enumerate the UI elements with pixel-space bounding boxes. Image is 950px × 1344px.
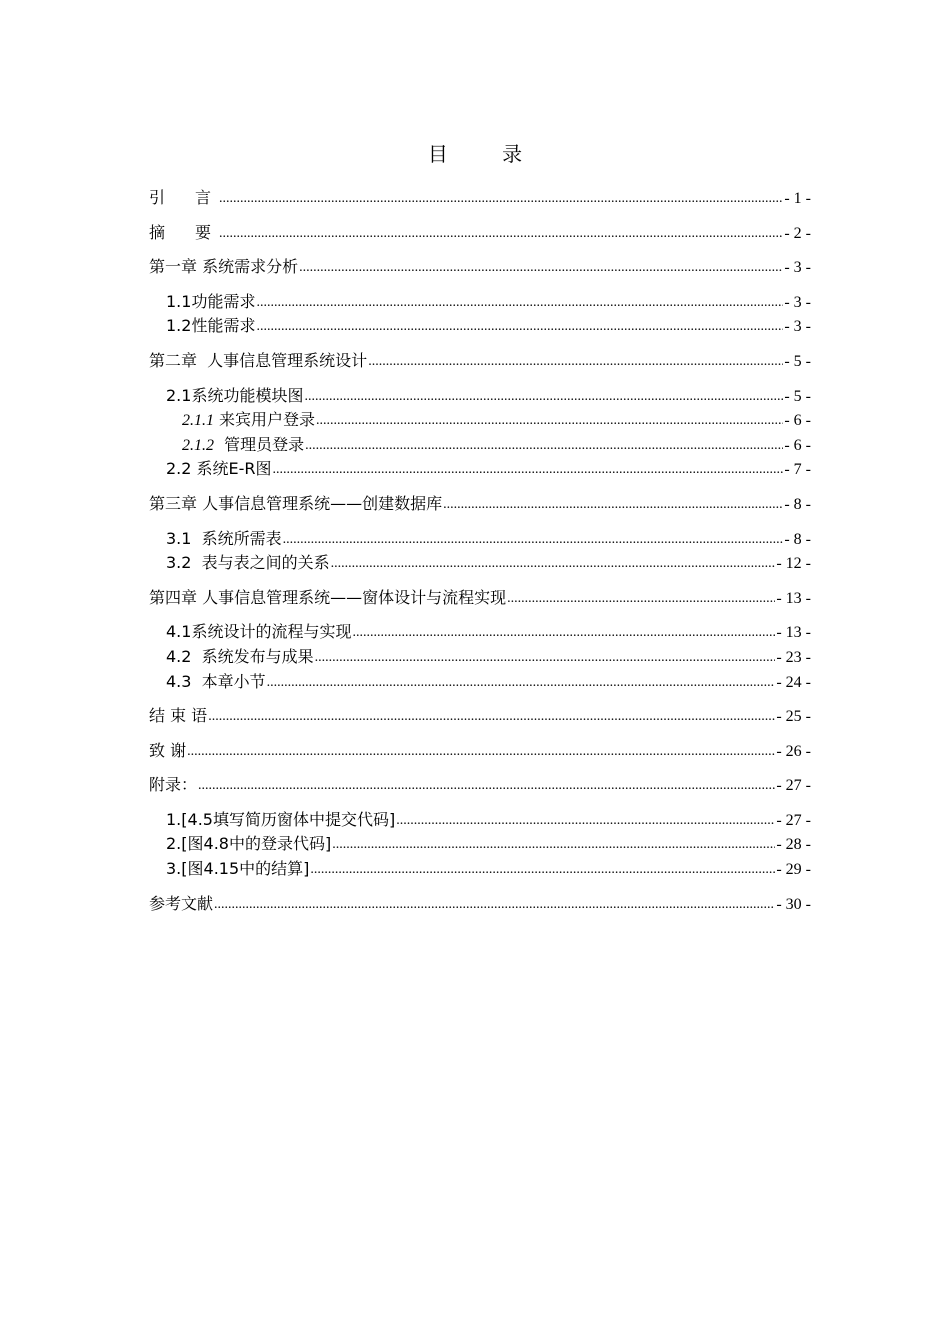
toc-entry-label: 2.1系统功能模块图: [166, 385, 304, 405]
toc-entry-label: 2.[图4.8中的登录代码]: [166, 834, 332, 854]
toc-entry-label: 第二章 人事信息管理系统设计: [149, 350, 368, 370]
toc-entry-chapter-2[interactable]: [149, 349, 811, 374]
dot-leader: [368, 350, 783, 375]
toc-entry-page: - 5 -: [784, 352, 811, 370]
dot-leader: [396, 809, 775, 834]
dot-leader: [352, 621, 775, 646]
dot-leader: [332, 833, 775, 858]
dot-leader: [214, 893, 775, 918]
dot-leader: [304, 385, 783, 410]
dot-leader: [208, 705, 775, 730]
toc-entry-appendix-2[interactable]: [149, 832, 811, 857]
dot-leader: [305, 434, 783, 459]
toc-entry-page: - 1 -: [784, 190, 811, 207]
toc-entry-2-1-2[interactable]: [149, 433, 811, 458]
toc-entry-page: - 8 -: [784, 530, 811, 548]
toc-entry-page: - 12 -: [776, 555, 811, 573]
toc-entry-label: 1.2性能需求: [166, 316, 256, 336]
toc-entry-page: - 13 -: [776, 624, 811, 642]
toc-entry-3-1[interactable]: [149, 527, 811, 552]
toc-entry-page: - 27 -: [776, 811, 811, 829]
toc-entry-4-2[interactable]: [149, 645, 811, 670]
dot-leader: [267, 671, 776, 696]
dot-leader: [256, 315, 783, 340]
toc-entry-page: - 30 -: [776, 895, 811, 913]
toc-entry-page: - 28 -: [776, 836, 811, 854]
toc-entry-page: - 5 -: [784, 387, 811, 405]
toc-entry-number: 2.1.1: [182, 412, 214, 430]
toc-entry-page: - 3 -: [784, 318, 811, 336]
toc-entry-label: 4.3 本章小节: [166, 671, 266, 691]
toc-entry-4-1[interactable]: [149, 620, 811, 645]
toc-entry-appendix-3[interactable]: [149, 857, 811, 882]
toc-entry-page: - 29 -: [776, 861, 811, 879]
toc-entry-label: 3.[图4.15中的结算]: [166, 859, 310, 879]
toc-entry-acknowledgements[interactable]: [149, 739, 811, 764]
toc-list: [149, 186, 811, 916]
toc-entry-appendix[interactable]: [149, 773, 811, 798]
toc-entry-page: - 2 -: [784, 224, 811, 242]
toc-entry-page: - 3 -: [784, 259, 811, 277]
toc-entry-1-1[interactable]: [149, 290, 811, 315]
toc-entry-2-1[interactable]: [149, 384, 811, 409]
toc-entry-page: - 7 -: [784, 461, 811, 479]
toc-entry-label: 摘 要: [149, 222, 219, 242]
toc-entry-conclusion[interactable]: [149, 704, 811, 729]
toc-entry-label: 1.[4.5填写简历窗体中提交代码]: [166, 809, 396, 829]
toc-entry-chapter-4[interactable]: [149, 586, 811, 611]
dot-leader: [273, 458, 784, 483]
dot-leader: [283, 528, 784, 553]
toc-entry-label: 2.2 系统E-R图: [166, 459, 272, 479]
dot-leader: [187, 740, 775, 765]
toc-entry-page: - 23 -: [776, 648, 811, 666]
toc-entry-3-2[interactable]: [149, 551, 811, 576]
toc-entry-page: - 6 -: [784, 436, 811, 454]
toc-entry-chapter-1[interactable]: [149, 255, 811, 280]
toc-entry-references[interactable]: [149, 892, 811, 917]
toc-entry-appendix-1[interactable]: [149, 808, 811, 833]
toc-entry-label: 附录：: [149, 775, 198, 795]
dot-leader: [299, 256, 783, 281]
toc-entry-label: 第三章 人事信息管理系统——创建数据库: [149, 493, 443, 513]
toc-entry-introduction[interactable]: [149, 186, 811, 211]
toc-entry-page: - 6 -: [784, 412, 811, 430]
toc-entry-label: 致 谢: [149, 740, 187, 760]
dot-leader: [219, 222, 783, 247]
toc-entry-2-1-1[interactable]: [149, 408, 811, 433]
toc-entry-label: 4.2 系统发布与成果: [166, 646, 314, 666]
toc-entry-label: 4.1系统设计的流程与实现: [166, 622, 352, 642]
dot-leader: [331, 552, 776, 577]
toc-entry-page: - 8 -: [784, 495, 811, 513]
toc-title: 目 录: [427, 142, 547, 166]
dot-leader: [310, 858, 775, 883]
toc-entry-page: - 24 -: [776, 673, 811, 691]
toc-entry-chapter-3[interactable]: [149, 492, 811, 517]
toc-entry-page: - 25 -: [776, 708, 811, 726]
dot-leader: [316, 409, 783, 434]
toc-entry-label: 1.1功能需求: [166, 291, 256, 311]
toc-entry-page: - 13 -: [776, 589, 811, 607]
toc-entry-number: 2.1.2: [182, 436, 214, 454]
toc-entry-label: 第四章 人事信息管理系统——窗体设计与流程实现: [149, 587, 507, 607]
toc-entry-abstract[interactable]: [149, 221, 811, 246]
toc-entry-label: 参考文献: [149, 893, 214, 913]
dot-leader: [198, 774, 775, 799]
toc-entry-label: 来宾用户登录: [219, 410, 316, 430]
dot-leader: [219, 187, 783, 212]
toc-entry-2-2[interactable]: [149, 457, 811, 482]
toc-entry-label: 3.1 系统所需表: [166, 528, 282, 548]
toc-entry-page: - 26 -: [776, 742, 811, 760]
dot-leader: [256, 291, 783, 316]
toc-entry-4-3[interactable]: [149, 670, 811, 695]
dot-leader: [443, 493, 783, 518]
toc-entry-label: 3.2 表与表之间的关系: [166, 553, 330, 573]
toc-entry-page: - 27 -: [776, 777, 811, 795]
toc-entry-label: 引 言: [149, 188, 219, 207]
toc-entry-page: - 3 -: [784, 293, 811, 311]
toc-entry-label: 第一章 系统需求分析: [149, 257, 299, 277]
toc-entry-label: 结 束 语: [149, 706, 208, 726]
dot-leader: [315, 646, 776, 671]
toc-entry-label: 管理员登录: [219, 434, 305, 454]
dot-leader: [507, 587, 775, 612]
toc-entry-1-2[interactable]: [149, 314, 811, 339]
